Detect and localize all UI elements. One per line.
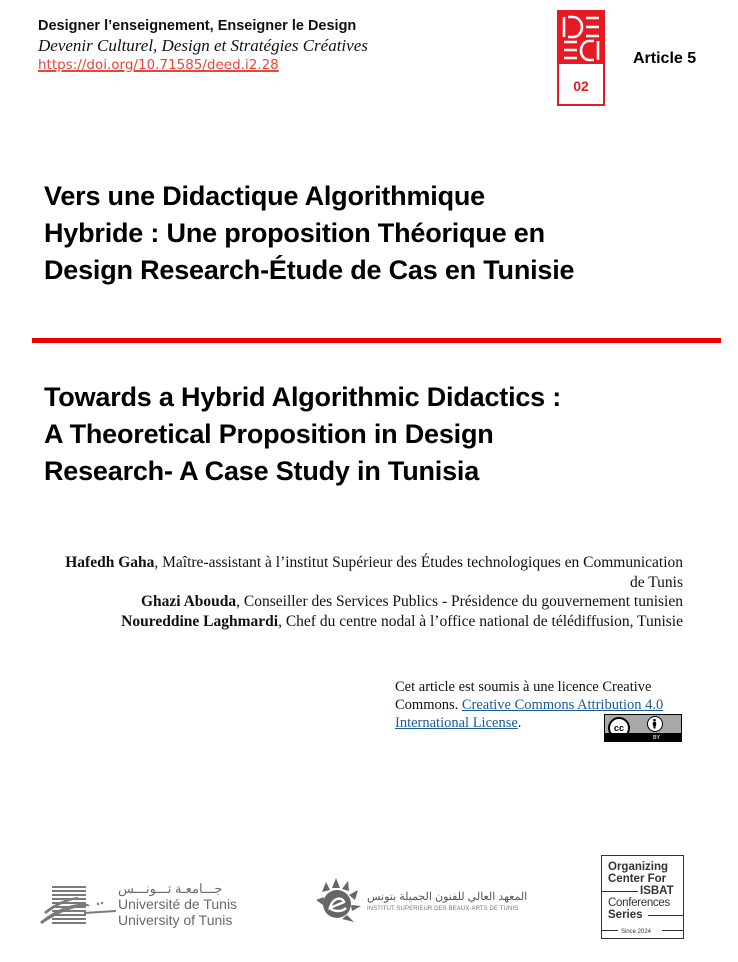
university-of-tunis-logo: [40, 882, 250, 932]
license-end: .: [517, 715, 522, 731]
cc-icon: cc: [608, 717, 630, 739]
title-divider: [32, 338, 721, 343]
isbat-beaux-arts-logo: [312, 878, 542, 928]
title-english: [44, 379, 704, 490]
author-entry: [63, 612, 683, 632]
license-text: Cet article est soumis à une licence Creative Commons.: [395, 679, 652, 713]
title-french: [44, 178, 704, 289]
university-name-en: University of Tunis: [118, 912, 233, 928]
issue-number: 02: [573, 78, 589, 94]
journal-subtitle: Devenir Culturel, Design et Stratégies Créatives: [38, 36, 368, 55]
author-affiliation: , Conseiller des Services Publics - Présidence du gouvernement tunisien: [236, 593, 683, 610]
deed-logo: [557, 10, 605, 106]
title-fr-line: Vers une Didactique Algorithmique: [44, 181, 485, 211]
org-rule: [648, 915, 683, 916]
org-rule: [602, 930, 618, 931]
author-list: [63, 553, 683, 631]
badge-bar: [605, 733, 681, 741]
org-line-3: ISBAT: [640, 885, 674, 897]
title-fr-line: Design Research-Étude de Cas en Tunisie: [44, 255, 575, 285]
org-line-4: Conferences: [608, 897, 670, 909]
university-name-arabic: جـــامعـة تـــونـــس: [118, 881, 223, 896]
isbat-conferences-logo: [601, 855, 684, 939]
university-emblem-icon: [40, 882, 116, 930]
org-since: Since 2024: [621, 929, 652, 935]
deed-logo-mark-icon: [559, 12, 603, 64]
org-rule: [602, 891, 638, 892]
author-affiliation: , Maître-assistant à l’institut Supérieur des Études technologiques en Communication de Tunis: [154, 554, 683, 591]
university-name: [118, 882, 237, 928]
title-en-line: A Theoretical Proposition in Design: [44, 419, 494, 449]
org-line-5: Series: [608, 909, 643, 921]
title-fr-line: Hybride : Une proposition Théorique en: [44, 218, 545, 248]
attribution-person-icon: [647, 716, 663, 732]
article-label: Article 5: [633, 50, 697, 67]
author-name: Hafedh Gaha: [65, 554, 155, 571]
author-entry: [63, 592, 683, 612]
title-en-line: Research- A Case Study in Tunisia: [44, 456, 480, 486]
author-name: Ghazi Abouda: [140, 593, 237, 610]
title-en-line: Towards a Hybrid Algorithmic Didactics :: [44, 382, 562, 412]
cc-by-badge[interactable]: [604, 714, 682, 742]
beaux-arts-name-arabic: المعهد العالي للفنون الجميلة بتونس: [367, 891, 528, 903]
doi-link[interactable]: https://doi.org/10.71585/deed.i2.28: [38, 57, 279, 73]
org-rule: [662, 930, 683, 931]
beaux-arts-name-fr: INSTITUT SUPERIEUR DES BEAUX-ARTS DE TUNIS: [367, 906, 519, 912]
by-label: BY: [653, 735, 660, 741]
author-entry: [63, 553, 683, 592]
university-name-fr: Université de Tunis: [118, 896, 238, 912]
org-line-1: Organizing: [608, 861, 669, 873]
author-name: Noureddine Laghmardi: [121, 612, 279, 630]
org-line-2: Center For: [608, 873, 667, 885]
journal-name: Designer l’enseignement, Enseigner le Design: [38, 18, 357, 34]
license-link[interactable]: Creative Commons Attribution 4.0 International License: [395, 697, 664, 731]
author-affiliation: , Chef du centre nodal à l’office national de télédiffusion, Tunisie: [278, 612, 683, 630]
beaux-arts-emblem-icon: [312, 878, 362, 928]
